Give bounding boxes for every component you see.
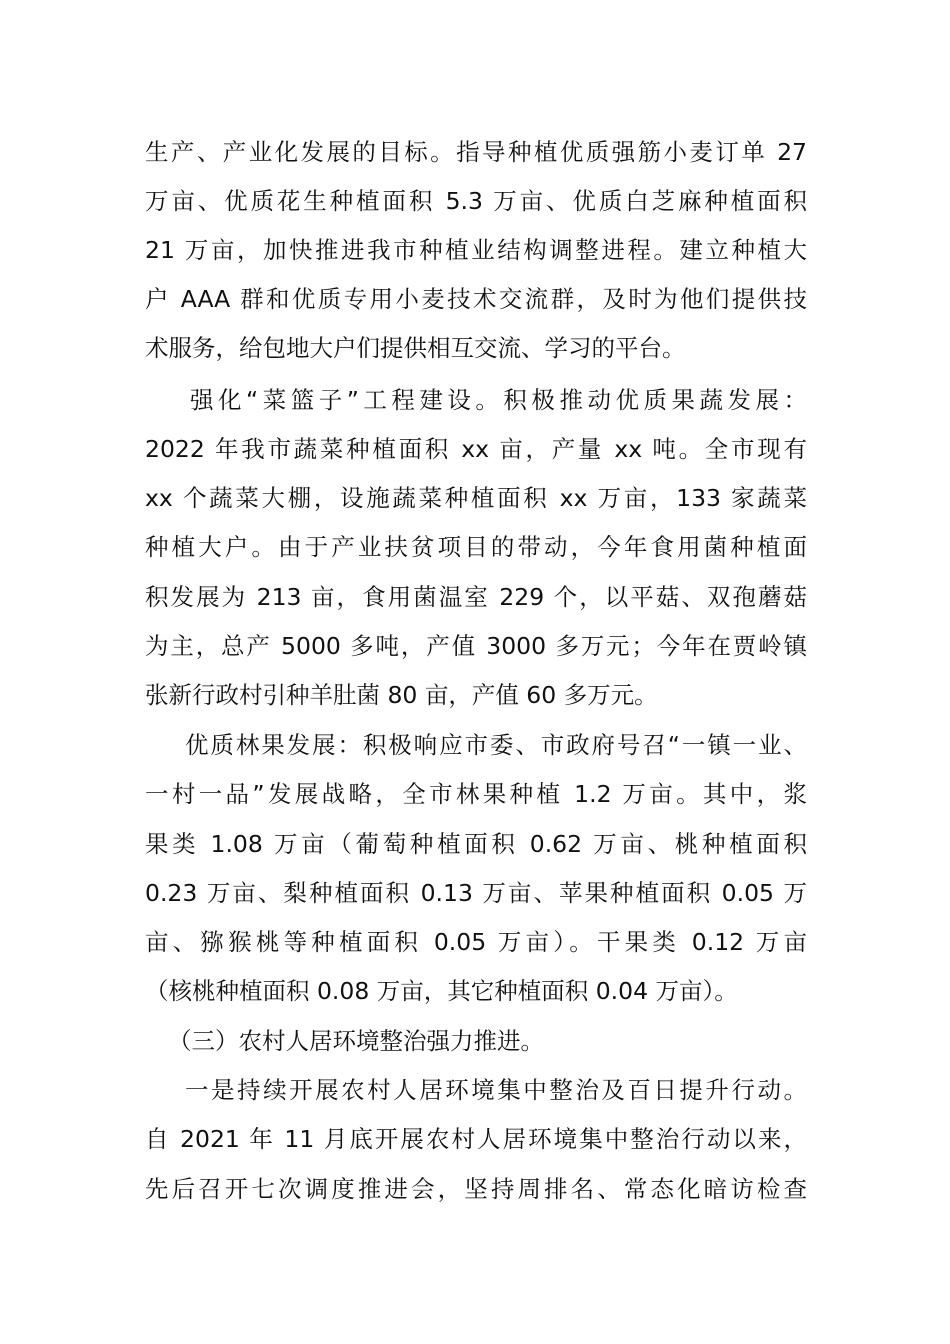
- text-line: 积发展为 213 亩，食用菌温室 229 个，以平菇、双孢蘑菇: [145, 583, 807, 611]
- text-line: 21 万亩，加快推进我市种植业结构调整进程。建立种植大: [145, 236, 807, 264]
- text-line: 张新行政村引种羊肚菌 80 亩，产值 60 多万元。: [145, 681, 658, 709]
- text-line: 先后召开七次调度推进会，坚持周排名、常态化暗访检查: [145, 1175, 807, 1203]
- text-line: 0.23 万亩、梨种植面积 0.13 万亩、苹果种植面积 0.05 万: [145, 879, 807, 907]
- text-line: 术服务，给包地大户们提供相互交流、学习的平台。: [145, 334, 686, 362]
- text-line: 果类 1.08 万亩（葡萄种植面积 0.62 万亩、桃种植面积: [145, 830, 807, 858]
- text-line: 种植大户。由于产业扶贫项目的带动，今年食用菌种植面: [145, 533, 807, 561]
- text-line: xx 个蔬菜大棚，设施蔬菜种植面积 xx 万亩，133 家蔬菜: [145, 484, 807, 512]
- text-line: 2022 年我市蔬菜种植面积 xx 亩，产量 xx 吨。全市现有: [145, 435, 807, 463]
- text-line: 户 AAA 群和优质专用小麦技术交流群，及时为他们提供技: [145, 285, 807, 313]
- text-line: 优质林果发展：积极响应市委、市政府号召“一镇一业、: [185, 731, 807, 759]
- text-line: 自 2021 年 11 月底开展农村人居环境集中整治行动以来，: [145, 1125, 807, 1153]
- section-heading: （三）农村人居环境整治强力推进。: [168, 1027, 544, 1055]
- text-line: 生产、产业化发展的目标。指导种植优质强筋小麦订单 27: [145, 138, 807, 166]
- text-line: 万亩、优质花生种植面积 5.3 万亩、优质白芝麻种植面积: [145, 187, 807, 215]
- text-line: （核桃种植面积 0.08 万亩，其它种植面积 0.04 万亩）。: [145, 977, 738, 1005]
- text-line: 为主，总产 5000 多吨，产值 3000 多万元；今年在贾岭镇: [145, 632, 807, 660]
- text-line: 一村一品”发展战略，全市林果种植 1.2 万亩。其中，浆: [145, 780, 807, 808]
- text-line: 强化“菜篮子”工程建设。积极推动优质果蔬发展：: [190, 386, 807, 414]
- text-line: 一是持续开展农村人居环境集中整治及百日提升行动。: [185, 1076, 807, 1104]
- text-line: 亩、猕猴桃等种植面积 0.05 万亩）。干果类 0.12 万亩: [145, 928, 807, 956]
